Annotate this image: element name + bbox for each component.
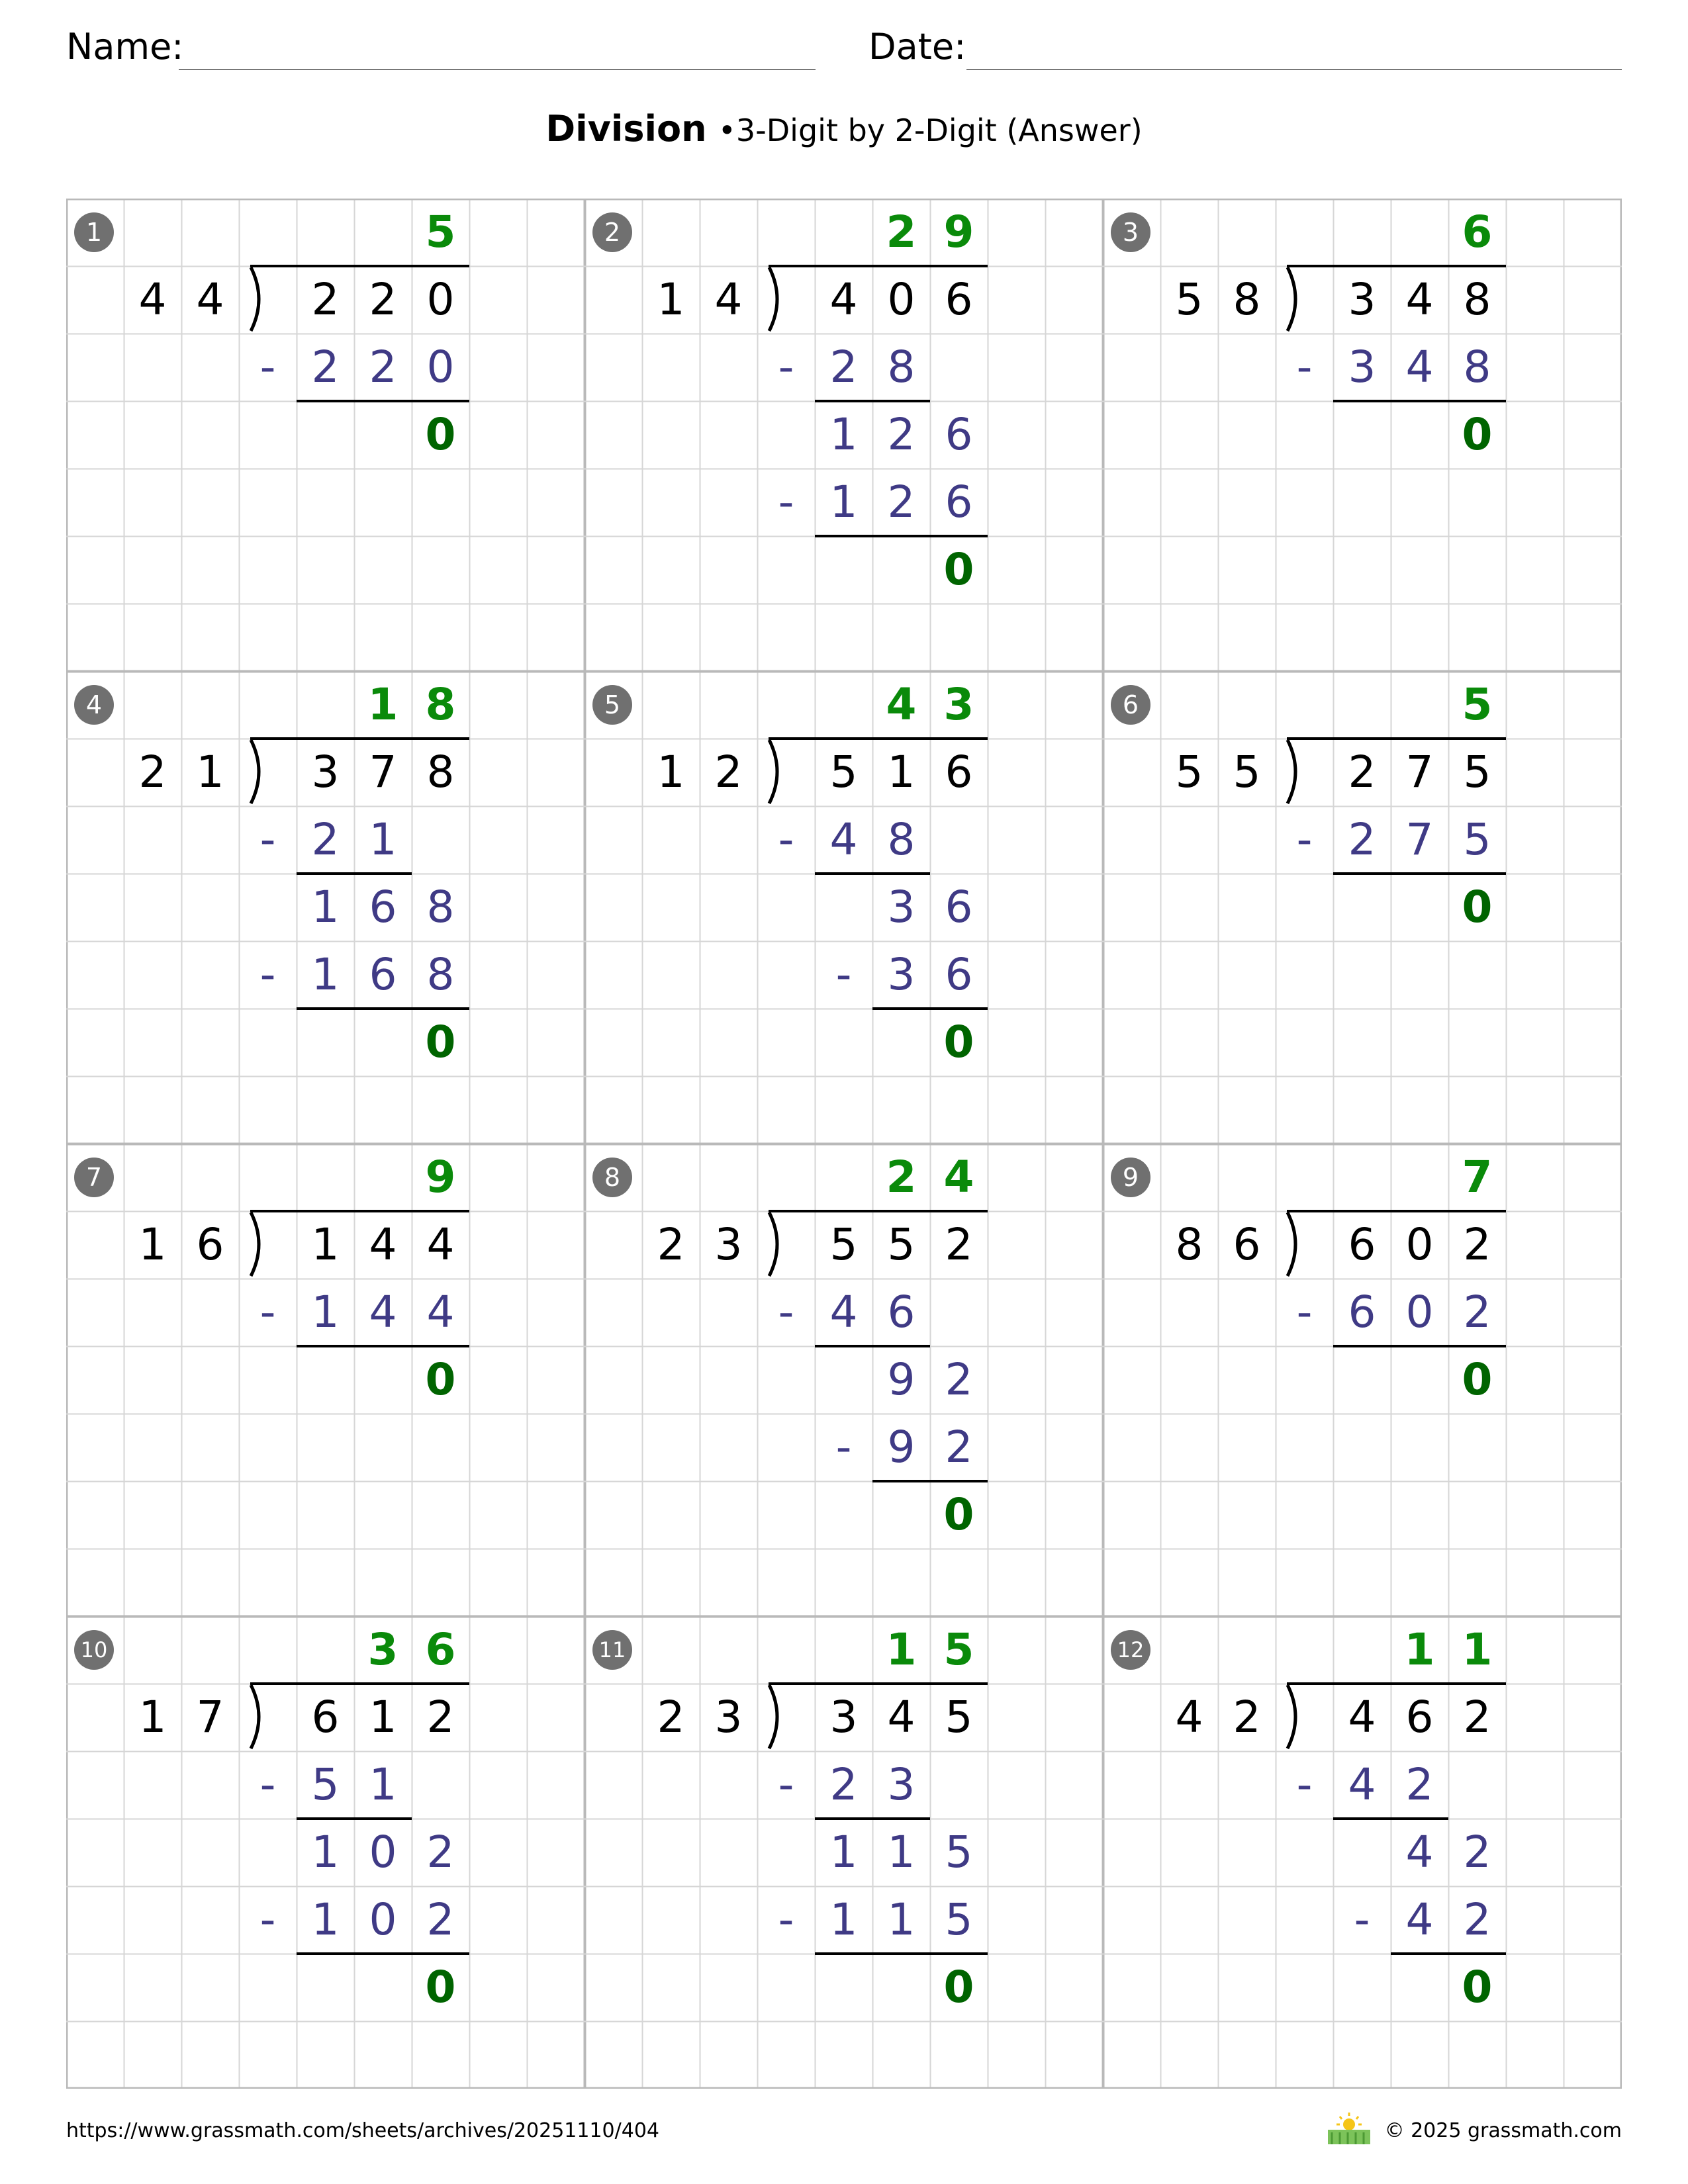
quotient-digit: 5 [943, 1624, 974, 1675]
partial-dividend-digit: 5 [945, 1827, 973, 1878]
quotient-digit: 3 [943, 679, 974, 730]
partial-dividend-digit: 1 [829, 1827, 858, 1878]
division-problem [66, 1616, 585, 2089]
dividend-digit: 4 [426, 1219, 455, 1270]
minus-sign: - [1296, 1759, 1313, 1810]
problem-number-badge: 2 [592, 212, 632, 252]
grass-sun-logo-icon [1325, 2110, 1373, 2150]
dividend-digit: 5 [945, 1692, 973, 1743]
quotient-digit: 5 [1462, 679, 1493, 730]
subtrahend-digit: 6 [1348, 1287, 1376, 1338]
remainder-digit: 0 [425, 1017, 456, 1068]
dividend-digit: 4 [887, 1692, 915, 1743]
partial-dividend-digit: 4 [1405, 1827, 1434, 1878]
division-bracket [1282, 737, 1309, 806]
subtrahend-digit: 2 [1405, 1759, 1434, 1810]
divisor-digit: 1 [657, 747, 685, 797]
problem-number-badge: 6 [1111, 685, 1150, 725]
problem-number-badge: 7 [74, 1158, 114, 1197]
dividend-digit: 4 [1405, 274, 1434, 325]
minus-sign: - [835, 949, 852, 1000]
dividend-digit: 1 [887, 747, 915, 797]
subtrahend-digit: 2 [311, 341, 340, 392]
division-bracket [246, 265, 272, 334]
division-problem [1103, 1144, 1622, 1616]
quotient-digit: 1 [1404, 1624, 1435, 1675]
dividend-digit: 3 [1348, 274, 1376, 325]
remainder-digit: 0 [425, 1354, 456, 1405]
name-line[interactable] [179, 69, 816, 70]
dividend-digit: 1 [311, 1219, 340, 1270]
name-label: Name: [66, 26, 184, 68]
divisor-digit: 2 [714, 747, 743, 797]
subtrahend-digit: 1 [887, 1894, 915, 1945]
subtrahend-digit: 8 [1463, 341, 1491, 392]
subtraction-line [1287, 737, 1506, 740]
problem-number-badge: 4 [74, 685, 114, 725]
remainder-digit: 0 [1462, 409, 1493, 460]
subtrahend-digit: 2 [1348, 814, 1376, 865]
divisor-digit: 4 [196, 274, 224, 325]
problem-number-badge: 8 [592, 1158, 632, 1197]
dividend-digit: 3 [311, 747, 340, 797]
subtrahend-digit: 0 [1405, 1287, 1434, 1338]
division-bracket [1282, 1210, 1309, 1279]
minus-sign: - [778, 814, 794, 865]
partial-dividend-digit: 2 [1463, 1827, 1491, 1878]
quotient-digit: 8 [425, 679, 456, 730]
subtrahend-digit: 2 [1463, 1894, 1491, 1945]
problem-grid [66, 199, 1622, 2089]
subtraction-line [250, 1682, 469, 1685]
problem-number-badge: 10 [74, 1630, 114, 1670]
partial-dividend-digit: 8 [426, 882, 455, 933]
minus-sign: - [778, 477, 794, 527]
subtraction-line [250, 265, 469, 267]
dividend-digit: 2 [1463, 1692, 1491, 1743]
subtraction-line [769, 737, 988, 740]
minus-sign: - [259, 1759, 276, 1810]
minus-sign: - [1296, 814, 1313, 865]
divisor-digit: 5 [1233, 747, 1261, 797]
problem-number-badge: 5 [592, 685, 632, 725]
minus-sign: - [1296, 341, 1313, 392]
remainder-digit: 0 [1462, 1354, 1493, 1405]
divisor-digit: 6 [196, 1219, 224, 1270]
dividend-digit: 3 [829, 1692, 858, 1743]
subtrahend-digit: 7 [1405, 814, 1434, 865]
division-problem [585, 1616, 1103, 2089]
subtrahend-digit: 4 [369, 1287, 397, 1338]
subtrahend-digit: 2 [1463, 1287, 1491, 1338]
subtrahend-digit: 5 [945, 1894, 973, 1945]
dividend-digit: 5 [1463, 747, 1491, 797]
dividend-digit: 0 [887, 274, 915, 325]
dividend-digit: 2 [426, 1692, 455, 1743]
problem-number-badge: 1 [74, 212, 114, 252]
subtrahend-digit: 1 [369, 814, 397, 865]
partial-dividend-digit: 2 [426, 1827, 455, 1878]
division-problem [1103, 671, 1622, 1144]
quotient-digit: 1 [886, 1624, 917, 1675]
subtrahend-digit: 3 [887, 949, 915, 1000]
subtraction-line [769, 1682, 988, 1685]
division-problem [585, 1144, 1103, 1616]
dividend-digit: 6 [945, 747, 973, 797]
partial-dividend-digit: 6 [945, 409, 973, 460]
quotient-digit: 5 [425, 206, 456, 257]
division-bracket [764, 265, 790, 334]
subtrahend-digit: 1 [311, 949, 340, 1000]
footer-url: https://www.grassmath.com/sheets/archives/20251110/404 [66, 2119, 660, 2142]
divisor-digit: 5 [1175, 274, 1203, 325]
subtraction-line [769, 1210, 988, 1212]
division-problem [585, 671, 1103, 1144]
subtrahend-digit: 0 [426, 341, 455, 392]
subtrahend-digit: 2 [829, 341, 858, 392]
divisor-digit: 4 [138, 274, 167, 325]
divisor-digit: 3 [714, 1692, 743, 1743]
dividend-digit: 2 [1463, 1219, 1491, 1270]
dividend-digit: 7 [1405, 747, 1434, 797]
division-bracket [764, 1682, 790, 1751]
subtrahend-digit: 1 [369, 1759, 397, 1810]
subtrahend-digit: 2 [369, 341, 397, 392]
dividend-digit: 8 [426, 747, 455, 797]
division-bracket [1282, 1682, 1309, 1751]
subtrahend-digit: 6 [945, 949, 973, 1000]
minus-sign: - [778, 1894, 794, 1945]
minus-sign: - [1354, 1894, 1370, 1945]
subtrahend-digit: 2 [426, 1894, 455, 1945]
dividend-digit: 6 [945, 274, 973, 325]
quotient-digit: 1 [367, 679, 399, 730]
divisor-digit: 2 [657, 1219, 685, 1270]
division-bracket [246, 737, 272, 806]
subtraction-line [1287, 265, 1506, 267]
title-subtitle: 3-Digit by 2-Digit (Answer) [735, 113, 1143, 148]
partial-dividend-digit: 0 [369, 1827, 397, 1878]
problem-number-badge: 12 [1111, 1630, 1150, 1670]
minus-sign: - [259, 1894, 276, 1945]
division-bracket [764, 1210, 790, 1279]
dividend-digit: 5 [829, 747, 858, 797]
subtrahend-digit: 9 [887, 1422, 915, 1473]
minus-sign: - [259, 949, 276, 1000]
dividend-digit: 8 [1463, 274, 1491, 325]
partial-dividend-digit: 2 [945, 1354, 973, 1405]
partial-dividend-digit: 1 [829, 409, 858, 460]
quotient-digit: 2 [886, 206, 917, 257]
quotient-digit: 2 [886, 1152, 917, 1203]
subtrahend-digit: 4 [1405, 1894, 1434, 1945]
minus-sign: - [259, 1287, 276, 1338]
remainder-digit: 0 [1462, 882, 1493, 933]
subtrahend-digit: 5 [311, 1759, 340, 1810]
quotient-digit: 1 [1462, 1624, 1493, 1675]
remainder-digit: 0 [425, 1962, 456, 2013]
footer-copyright: © 2025 grassmath.com [1384, 2119, 1622, 2142]
partial-dividend-digit: 6 [945, 882, 973, 933]
divisor-digit: 1 [138, 1692, 167, 1743]
minus-sign: - [835, 1422, 852, 1473]
divisor-digit: 8 [1175, 1219, 1203, 1270]
subtrahend-digit: 4 [426, 1287, 455, 1338]
division-problem [585, 199, 1103, 671]
subtrahend-digit: 6 [369, 949, 397, 1000]
division-problem [66, 1144, 585, 1616]
remainder-digit: 0 [943, 544, 974, 595]
title-main: Division [545, 108, 707, 150]
division-problem [66, 199, 585, 671]
partial-dividend-digit: 3 [887, 882, 915, 933]
subtrahend-digit: 1 [829, 477, 858, 527]
title-separator: • [718, 113, 736, 148]
divisor-digit: 2 [138, 747, 167, 797]
minus-sign: - [1296, 1287, 1313, 1338]
dividend-digit: 1 [369, 1692, 397, 1743]
partial-dividend-digit: 6 [369, 882, 397, 933]
subtraction-line [250, 737, 469, 740]
problem-number-badge: 9 [1111, 1158, 1150, 1197]
subtrahend-digit: 2 [945, 1422, 973, 1473]
divisor-digit: 3 [714, 1219, 743, 1270]
subtraction-line [1287, 1210, 1506, 1212]
subtraction-line [250, 1210, 469, 1212]
dividend-digit: 6 [311, 1692, 340, 1743]
division-bracket [246, 1210, 272, 1279]
remainder-digit: 0 [943, 1489, 974, 1540]
quotient-digit: 6 [425, 1624, 456, 1675]
minus-sign: - [778, 341, 794, 392]
subtraction-line [1287, 1682, 1506, 1685]
quotient-digit: 7 [1462, 1152, 1493, 1203]
division-bracket [246, 1682, 272, 1751]
divisor-digit: 2 [1233, 1692, 1261, 1743]
divisor-digit: 2 [657, 1692, 685, 1743]
subtrahend-digit: 8 [887, 814, 915, 865]
divisor-digit: 4 [714, 274, 743, 325]
subtrahend-digit: 4 [829, 814, 858, 865]
subtrahend-digit: 6 [887, 1287, 915, 1338]
division-bracket [764, 737, 790, 806]
partial-dividend-digit: 9 [887, 1354, 915, 1405]
subtrahend-digit: 4 [1405, 341, 1434, 392]
subtrahend-digit: 8 [887, 341, 915, 392]
quotient-digit: 4 [886, 679, 917, 730]
dividend-digit: 4 [829, 274, 858, 325]
divisor-digit: 7 [196, 1692, 224, 1743]
date-label: Date: [868, 26, 966, 68]
division-problem [1103, 199, 1622, 671]
division-problem [66, 671, 585, 1144]
minus-sign: - [259, 341, 276, 392]
divisor-digit: 1 [138, 1219, 167, 1270]
divisor-digit: 5 [1175, 747, 1203, 797]
subtrahend-digit: 1 [311, 1287, 340, 1338]
dividend-digit: 7 [369, 747, 397, 797]
remainder-digit: 0 [943, 1017, 974, 1068]
dividend-digit: 4 [369, 1219, 397, 1270]
remainder-digit: 0 [943, 1962, 974, 2013]
subtrahend-digit: 4 [1348, 1759, 1376, 1810]
subtrahend-digit: 2 [887, 477, 915, 527]
partial-dividend-digit: 1 [887, 1827, 915, 1878]
minus-sign: - [259, 814, 276, 865]
subtrahend-digit: 1 [829, 1894, 858, 1945]
remainder-digit: 0 [425, 409, 456, 460]
problem-number-badge: 11 [592, 1630, 632, 1670]
divisor-digit: 1 [196, 747, 224, 797]
division-problem [1103, 1616, 1622, 2089]
dividend-digit: 2 [369, 274, 397, 325]
division-bracket [1282, 265, 1309, 334]
dividend-digit: 0 [1405, 1219, 1434, 1270]
remainder-digit: 0 [1462, 1962, 1493, 2013]
quotient-digit: 9 [425, 1152, 456, 1203]
dividend-digit: 0 [426, 274, 455, 325]
date-line[interactable] [966, 69, 1622, 70]
partial-dividend-digit: 1 [311, 1827, 340, 1878]
minus-sign: - [778, 1287, 794, 1338]
subtrahend-digit: 3 [887, 1759, 915, 1810]
quotient-digit: 3 [367, 1624, 399, 1675]
subtrahend-digit: 3 [1348, 341, 1376, 392]
dividend-digit: 4 [1348, 1692, 1376, 1743]
dividend-digit: 6 [1405, 1692, 1434, 1743]
dividend-digit: 5 [829, 1219, 858, 1270]
minus-sign: - [778, 1759, 794, 1810]
dividend-digit: 5 [887, 1219, 915, 1270]
divisor-digit: 6 [1233, 1219, 1261, 1270]
divisor-digit: 1 [657, 274, 685, 325]
dividend-digit: 2 [945, 1219, 973, 1270]
quotient-digit: 6 [1462, 206, 1493, 257]
divisor-digit: 8 [1233, 274, 1261, 325]
quotient-digit: 4 [943, 1152, 974, 1203]
dividend-digit: 6 [1348, 1219, 1376, 1270]
subtrahend-digit: 8 [426, 949, 455, 1000]
worksheet-title [0, 106, 1688, 154]
subtrahend-digit: 2 [311, 814, 340, 865]
subtraction-line [769, 265, 988, 267]
dividend-digit: 2 [311, 274, 340, 325]
divisor-digit: 4 [1175, 1692, 1203, 1743]
partial-dividend-digit: 2 [887, 409, 915, 460]
subtrahend-digit: 4 [829, 1287, 858, 1338]
subtrahend-digit: 6 [945, 477, 973, 527]
quotient-digit: 9 [943, 206, 974, 257]
dividend-digit: 2 [1348, 747, 1376, 797]
subtrahend-digit: 0 [369, 1894, 397, 1945]
problem-number-badge: 3 [1111, 212, 1150, 252]
subtrahend-digit: 2 [829, 1759, 858, 1810]
partial-dividend-digit: 1 [311, 882, 340, 933]
subtrahend-digit: 1 [311, 1894, 340, 1945]
subtrahend-digit: 5 [1463, 814, 1491, 865]
